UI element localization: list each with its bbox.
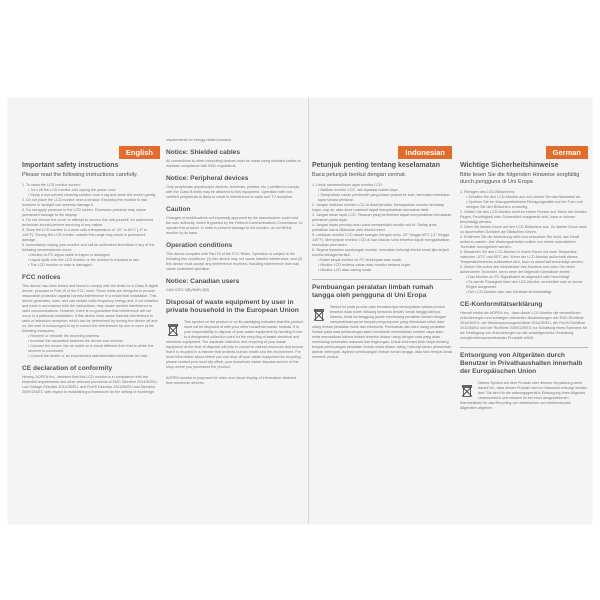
list-item: • Monitor LCD atau casing rusak. — [318, 268, 372, 272]
list-item: 5. Bewahren Sie den LCD-Monitor in einem Raum mit einer Temperatur zwischen -20°C und 60°C auf. Wenn der LCD-Monitor außerhalb dieses Temperaturbereichs aufbewahrt wird, kann er dauerhaft beschädigt werden. — [460, 250, 584, 264]
indonesian-safety-title: Petunjuk penting tentang keselamatan — [312, 162, 440, 169]
column-divider — [308, 98, 309, 524]
german-safety-list — [460, 190, 588, 295]
indonesian-safety-intro: Baca petunjuk berikut dengan cermat. — [312, 172, 407, 178]
indonesian-safety-list — [312, 183, 452, 273]
shielded-title: Notice: Shielded cables — [166, 149, 241, 156]
german-disposal-block — [460, 381, 588, 411]
list-item: 4. Jangan lepas penutup atau coba memperbaiki sendiri unit ini. Setiap jenis perbaikan harus dilakukan oleh teknisi resmi. — [312, 223, 437, 232]
german-ce-text: Hiermit erklärt die AOPEN Inc., dass dieser LCD-Monitor die wesentlichen Anforderungen und sonstigen relevanten Bestimmungen der EMV-Richtlinie 2014/30/EU, der Niederspannungsrichtlinie 2014/35/EU, der RoHS-Richtlinie 2011/65/EU und der Richtlinie 2009/125/EG zur Schaffung eines Rahmens für die Festlegung von Anforderungen an die umweltgerechte Gestaltung energieverbrauchsrelevanter Produkte erfüllt. — [460, 311, 588, 340]
list-item: • Es wurde Flüssigkeit über den LCD-Monitor verschüttet oder er wurde Regen ausgesetzt. — [466, 280, 583, 289]
fcc-block — [22, 284, 160, 359]
list-item: 5. Store the LCD monitor in a room with a temperature of -20° to 60°C (-4° to 140°F). Storing the LCD monitor outside this range may result in permanent damage. — [22, 228, 148, 242]
list-item: • Das Monitor-zu-PC-Signalkabel ist abgenutzt oder beschädigt. — [466, 275, 571, 279]
list-item: 3. Jangan tekan layar LCD. Tekanan yang berlebihan dapat menyebabkan kerusakan permanen pada layar. — [312, 213, 452, 222]
operation-text: This device complies with Part 15 of the FCC Rules. Operation is subject to the following two conditions: (1) this device may not cause harmful interference, and (2) this device must accept any interference received, including interference that may cause undesired operation. — [166, 252, 303, 271]
section-rule — [460, 347, 588, 350]
indonesian-disposal-title: Pembuangan peralatan limbah rumah tangga oleh pengguna di Uni Eropa — [312, 284, 434, 300]
list-item: • Reorient or relocate the receiving antenna. — [28, 334, 101, 338]
list-item: • Schalten Sie den LCD-Monitor aus und ziehen Sie das Netzkabel ab. — [466, 195, 582, 199]
caution-text: Changes or modifications not expressly approved by the manufacturer could void the user authority, which is granted by the Federal Communications Commission, to operate this product. In order to prevent damage to the monitor, do not lift the monitor by its base. — [166, 216, 303, 235]
list-item: • Liquid spills onto the LCD monitor or the monitor is exposed to rain. — [28, 258, 141, 262]
german-safety-intro: Bitte lesen Sie die folgenden Hinweise sorgfältig durch.pengguna di Uni Eropa — [460, 172, 580, 185]
crossed-bin-icon — [312, 307, 326, 323]
footer-text: AOPEN monitor is purposed for video and visual display of information obtained from electronic devices. — [166, 375, 297, 385]
indonesian-disposal-text: Simbol ini pada produk atau kemasannya menunjukkan bahwa produk tersebut tidak boleh dibuang bersama limbah rumah tangga lainnya. Namun, Anda bertanggung jawab membuang peralatan limbah dengan menyerahkannya ke tempat pengumpulan yang ditentukan untuk daur ulang limbah peralatan listrik dan elektronik. Pemisahan dan daur ulang peralatan limbah pada saat pembuangan akan membantu melestarikan sumber daya alam serta memastikan bahwa limbah tersebut didaur ulang dengan cara yang akan melindungi kesehatan manusia dan lingkungan. Untuk informasi lebih lanjut tentang tempat pembuangan peralatan limbah untuk didaur ulang, hubungi kantor pemerintah daerah setempat, layanan pembuangan limbah rumah tangga, atau toko tempat Anda membeli produk. — [312, 304, 452, 359]
indonesian-tab: Indonesian — [398, 146, 452, 159]
crossed-bin-icon — [166, 322, 180, 338]
list-item: 2. Jangan letakkan monitor LCD di dekat jendela. Memaparkan monitor terhadap hujan, uap air, atau sinar matahari dapat menyebabkan kerusakan fatal. — [312, 203, 445, 212]
list-item: 1. To clean the LCD monitor screen: — [22, 183, 81, 187]
list-item: • Kabel sinyal monitor ke PC terkelupas atau rusak. — [318, 258, 402, 262]
list-item: 1. Reinigen des LCD-Bildschirms: — [460, 190, 516, 194]
german-disposal-text: Dieses Symbol auf dem Produkt oder dessen Verpackung weist darauf hin, dass dieses Produkt nicht im Hausmüll entsorgt werden darf. Sie sind für die ordnungsgemäße Entsorgung Ihres Altgeräts verantwortlich und müssen es bei einer ausgewiesenen Sammelstelle für das Recycling von elektrischen und elektronischen Altgeräten abgeben. — [460, 380, 588, 410]
list-item: 3. Üben Sie keinen Druck auf den LCD-Bildschirm aus. Zu starker Druck kann zu dauerhaften Schäden am Bildschirm führen. — [460, 225, 588, 234]
list-item: 6. Segera lepaskan sambungan monitor, kemudian hubungi teknisi resmi jika terjadi kondisi sebagai berikut: — [312, 248, 449, 257]
manual-sheet — [8, 98, 592, 524]
german-safety-title: Wichtige Sicherheitshinweise — [460, 162, 559, 169]
disposal-title: Disposal of waste equipment by user in private household in the European Union — [166, 299, 299, 315]
ce-title: CE declaration of conformity — [22, 365, 113, 372]
list-item: 2. Stellen Sie den LCD-Monitor nicht an einem Fenster auf. Wenn der Monitor Regen, Feuchtigkeit oder Sonnenlicht ausgesetzt wird, kann er schwer beschädigt werden. — [460, 210, 587, 224]
section-rule — [312, 279, 452, 282]
ce-text: Hereby, AOPEN Inc., declares that this LCD monitor is in compliance with the essential requirements and other relevant provisions of EMC Directive 2014/30/EU, Low Voltage Directive 2014/35/EU, and RoHS Directive 2011/65/EU and Directive 2009/125/EC with regard to establishing a framework for the setting of ecodesign — [22, 375, 158, 394]
list-item: • Sprühen Sie ein lösungsmittelfreies Reinigungsmittel auf ein Tuch und reinigen Sie den Bildschirm vorsichtig. — [466, 200, 583, 209]
list-item: • Monitor-to-PC signal cable is frayed or damaged. — [28, 253, 111, 257]
list-item: 3. Do not apply pressure to the LCD screen. Excessive pressure may cause permanent damage to the display. — [22, 208, 146, 217]
fcc-text: This device has been tested and found to comply with the limits for a Class B digital device, pursuant to Part 15 of the FCC rules. These limits are designed to provide reasonable protection against harmful interference in a residential installation. This device generates, uses, and can radiate radio frequency energy and, if not installed and used in accordance with the instructions, may cause harmful interference to radio communications. However, there is no guarantee that interference will not occur in a particular installation. If this device does cause harmful interference to radio or television reception, which can be determined by turning the device off and on, the user is encouraged to try to correct the interference by one or more of the following measures: — [22, 284, 159, 333]
german-ce-title: CE-Konformitätserklärung — [460, 301, 543, 308]
english-cont-text: requirements for energy-related product. — [166, 138, 232, 142]
english-tab: English — [119, 146, 160, 159]
list-item: • Turn off the LCD monitor and unplug the power cord. — [28, 188, 117, 192]
crossed-bin-icon — [460, 383, 474, 399]
german-disposal-title: Entsorgung von Altgeräten durch Benutzer in Privathaushalten innerhalb der Europäischen Union — [460, 352, 583, 376]
operation-title: Operation conditions — [166, 242, 233, 249]
list-item: • Increase the separation between the device and receiver. — [28, 339, 124, 343]
german-column — [460, 98, 588, 524]
list-item: 4. Entfernen Sie die Abdeckung nicht und versuchen Sie nicht, das Gerät selbst zu warten. Alle Wartungsarbeiten sollten von einem autorisierten Techniker durchgeführt werden. — [460, 235, 580, 249]
disposal-text: This symbol on the product or on its packaging indicates that this product must not be disposed of with your other household waste. Instead, it is your responsibility to dispose of your waste equipment by handing it over to a designated collection point for the recycling of waste electrical and electronic equipment. The separate collection and recycling of your waste equipment at the time of disposal will help to conserve natural resources and ensure that it is recycled in a manner that protects human health and the environment. For more information about where you can drop off your waste equipment for recycling, please contact your local city office, your household waste disposal service or the shop where you purchased the product. — [166, 319, 304, 369]
list-item: 4. Do not remove the cover or attempt to service this unit yourself. An authorized technician should perform servicing of any nature. — [22, 218, 154, 227]
english-safety-intro: Please read the following instructions carefully. — [22, 172, 138, 178]
canadian-text: CAN ICES-3(B)/NMB-3(B) — [166, 288, 210, 292]
disposal-block — [166, 320, 304, 370]
english-safety-list — [22, 183, 160, 268]
english-column — [22, 98, 160, 524]
list-item: • Matikan monitor LCD, lalu lepaskan kabel daya. — [318, 188, 399, 192]
indonesian-column — [312, 98, 452, 524]
indonesian-disposal-block — [312, 305, 452, 360]
list-item: • Connect the device into an outlet on a circuit different from that to which the receiver is connected. — [28, 344, 154, 353]
list-item: 2. Do not place the LCD monitor near a window. Exposing the monitor to rain, moisture or sunlight can severely damage it. — [22, 198, 149, 207]
list-item: 6. Ziehen Sie sofort den Netzstecker des Monitors und rufen Sie einen autorisierten Techniker, wenn einer der folgenden Umstände eintritt: — [460, 265, 575, 274]
list-item: 5. Letakkan monitor LCD dalam ruangan dengan suhu -20° hingga 60°C (-4° hingga 140°F). Menyimpan monitor LCD di luar kisaran suhu tersebut dapat mengakibatkan kerusakan permanen. — [312, 233, 450, 247]
english-continued-column — [166, 98, 304, 524]
list-item: • Monitor LCD terkena cairan atau monitor terkena hujan. — [318, 263, 412, 267]
caution-title: Caution — [166, 206, 191, 213]
list-item: 6. Immediately unplug your monitor and call an authorized technician if any of the following circumstances occur: — [22, 243, 155, 252]
peripheral-title: Notice: Peripheral devices — [166, 175, 249, 182]
peripheral-text: Only peripherals (input/output devices, terminals, printers, etc.) certified to comply with the Class B limits may be attached to this equipment. Operation with non-certified peripherals is likely to result in interference to radio and TV reception. — [166, 185, 300, 199]
list-item: • The LCD monitor or case is damaged. — [28, 263, 93, 267]
list-item: • Der LCD-Monitor oder das Gehäuse ist beschädigt. — [466, 290, 553, 294]
list-item: • Spray a non-solvent cleaning solution onto a rag and clean the screen gently. — [28, 193, 157, 197]
list-item: • Consult the dealer or an experienced radio/television technician for help. — [28, 354, 149, 358]
canadian-title: Notice: Canadian users — [166, 278, 240, 285]
list-item: • Semprotkan cairan pembersih yang bukan pelarut ke kain, kemudian bersihkan layar secara perlahan. — [318, 193, 450, 202]
english-safety-title: Important safety instructions — [22, 162, 119, 169]
fcc-title: FCC notices — [22, 274, 61, 281]
list-item: 1. Untuk membersihkan layar monitor LCD: — [312, 183, 383, 187]
shielded-text: All connections to other computing devices must be made using shielded cables to maintain compliance with EMC regulations. — [166, 159, 301, 168]
german-tab: German — [546, 146, 588, 159]
